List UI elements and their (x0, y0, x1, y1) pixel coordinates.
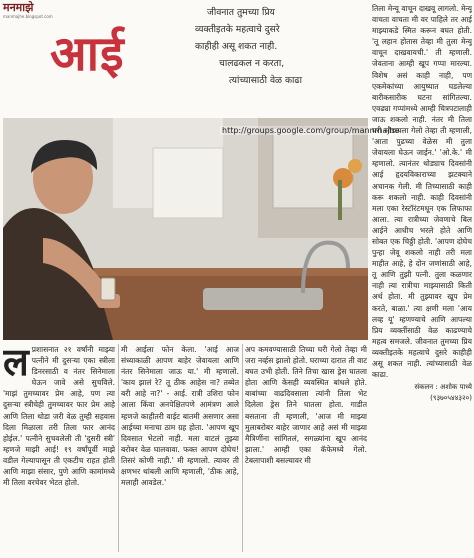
logo-url: manmajhe.blogspot.com (3, 14, 53, 19)
right-column (372, 3, 472, 555)
article-title: आई (50, 26, 125, 82)
compiled-by-credit: संकलन : अशोक पाध्ये (414, 383, 472, 392)
column-1-text: प्रशासनात २१ वर्षांनी माझ्या पत्नीने मी दुसऱ्या एका स्त्रीला डिनरसाठी व नंतर सिनेमाला घेऊन जावे असे सुचविले. 'माझं तुमच्यावर प्रेम आहे, पण त्या दुसऱ्या स्त्रीचेही तुमच्यावर फार प्रेम आहे आणि तिला थोडा जरी वेळ तुम्ही सहवास दिला मिळाला तरी तिला फार आनंद होईल.' पत्नीने सुचवलेली ती 'दुसरी स्त्री' म्हणजे माझी आई! १९ वर्षांपूर्वी माझे वडील गेल्यापासून ती एकटीच राहत होती आणि माझा संसार, पुणे आणि कामांमध्ये मी तिला वरचेवर भेटत होतो. (3, 345, 115, 488)
column-divider (118, 344, 119, 552)
article-column-2 (121, 344, 239, 554)
logo-name: मनमाझे (3, 1, 34, 14)
intro-line: काहीही असू शकत नाही. (195, 41, 278, 52)
column-2-text: मी आईला फोन केला. 'आई आज संध्याकाळी आपण बाहेर जेवायला आणि नंतर सिनेमाला जाऊ या.' मी म्हणालो. 'काय झालं रे? तू ठीक आहेस ना? तब्येत बरी आहे ना?' - आई. रात्री उशिरा फोन आला किंवा अनपेक्षितपणे आमंत्रण आले म्हणजे काहीतरी वाईट बातमी असणार असा आईच्या मनाचा ठाम ग्रह होता. 'आपण खूप दिवसात भेटलो नाही. मला वाटलं तुझ्या बरोबर वेळ घालवावा. फक्त आपण दोघेच! तिसरं कोणी नाही.' मी म्हणालो. त्यावर ती क्षणभर थांबली आणि म्हणाली, 'ठीक आहे, मलाही आवडेल.' (121, 345, 239, 488)
kitchen-woman-illustration (3, 118, 368, 340)
article-column-3 (245, 344, 367, 554)
right-column-text: तिला मेन्यू वाचून दाखवू लागलो. मेन्यू वाचता वाचता मी वर पाहिले तर आई माझ्याकडे स्मित करून बघत होती. 'तू लहान होतास तेव्हा मी तुला मेन्यू वाचून दाखवायची.' ती म्हणाली. जेवताना आम्ही खूप गप्पा मारल्या. विशेष असं काही नाही, पण एकमेकांच्या आयुष्यात घडलेल्या बारीकसारीक घटना सांगितल्या. एवढ्या गप्पांमध्ये आम्ही चित्रपटालाही जाऊ शकलो नाही. नंतर मी तिला घरी सोडायला गेलो तेव्हा ती म्हणाली, 'आता पुढच्या वेळेस मी तुला जेवायला घेऊन जाईन.' 'ओ.के.' मी म्हणालो. त्यानंतर थोड्याच दिवसांनी आई हृदयविकाराच्या झटक्याने अचानक गेली. मी तिच्यासाठी काही करू शकलो नाही. काही दिवसांनी मला एका रेस्टॉरंटमधून एक लिफाफा आला. त्या रात्रीच्या जेवणाचे बिल आईने आधीच भरले होते आणि सोबत एक चिठ्ठी होती. 'आपण दोघेच पुन्हा जेवू शकलो नाही तरी मला माहीत आहे, हे दोन जणांसाठी आहे, तू आणि तुझी पत्नी. तुला कळणार नाही त्या रात्रीचा माझ्यासाठी किती अर्थ होता. मी तुझ्यावर खूप प्रेम करते, बाळा.' त्या क्षणी मला 'आय लव्ह यू' म्हणण्याचे आणि आपल्या प्रिय व्यक्तींसाठी वेळ काढण्याचे महत्व समजले. जीवनात तुमच्या प्रिय व्यक्तीइतके महत्वाचे दुसरे काहीही असू शकत नाही. त्यांच्यासाठी वेळ काढा. (372, 4, 472, 380)
intro-blurb (195, 4, 390, 89)
photo-url-caption[interactable]: http://groups.google.com/group/mannmajhe (222, 126, 400, 135)
article-body (3, 344, 368, 554)
intro-line: जीवनात तुमच्या प्रिय (207, 7, 275, 18)
contact-number: (९३७०५४४३२०) (430, 394, 472, 403)
intro-line: त्यांच्यासाठी वेळ काढा (229, 75, 302, 86)
drop-cap: ल (3, 344, 29, 384)
blog-logo[interactable] (3, 2, 55, 22)
intro-line: व्यक्तीइतके महत्वाचे दुसरे (195, 24, 280, 35)
column-3-text: अप कमवण्यासाठी तिच्या घरी गेलो तेव्हा मी जरा नर्व्हस झालो होतो. घराच्या दारात ती वाट बघत उभी होती. तिने तिचा खास ड्रेस घातला होता आणि केसही व्यवस्थित बांधले होते. बाबांच्या वाढदिवसाला त्यांनी तिला भेट दिलेला ड्रेस तिने घातला होता. गाडीत बसताना ती म्हणाली, 'आज मी माझ्या मुलाबरोबर बाहेर जाणार आहे असं मी माझ्या मैत्रिणींना सांगितलं, सगळ्यांना खूप आनंद झाला.' आम्ही एका कॅफेमध्ये गेलो. टेबलापाशी बसल्यावर मी (245, 345, 367, 465)
article-photo (3, 118, 368, 340)
column-divider (242, 344, 243, 552)
article-column-1 (3, 344, 115, 554)
intro-line: चालढकल न करता, (219, 58, 285, 69)
